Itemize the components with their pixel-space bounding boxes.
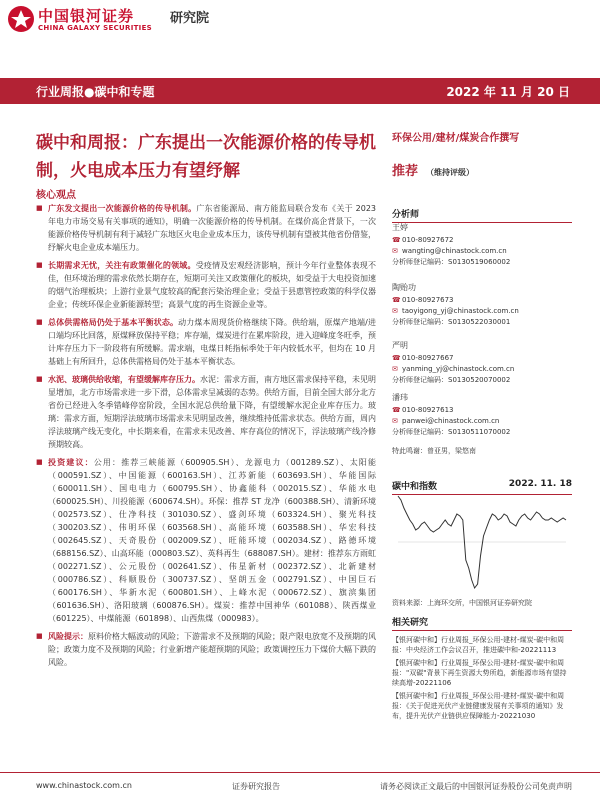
analyst-email[interactable]: taoyigong_yj@chinastock.com.cn: [402, 307, 519, 315]
logo-english-name: CHINA GALAXY SECURITIES: [38, 24, 152, 32]
email-icon: ✉: [392, 247, 398, 255]
carbon-index-chart: [392, 490, 572, 594]
core-view-label: 核心观点: [36, 190, 76, 201]
footer-disclaimer: 请务必阅读正文最后的中国银河证券股份公司免责声明: [380, 782, 572, 791]
chart-source: 资料来源：上海环交所，中国银河证券研究院: [392, 599, 532, 607]
analyst-phone: 010-80927613: [402, 406, 454, 414]
analyst-section-title: 分析师: [392, 207, 572, 223]
analyst-phone-row: [392, 235, 572, 246]
analyst-name: 王婷: [392, 223, 408, 232]
phone-icon: ☎: [392, 296, 401, 304]
bullet-item: [36, 630, 376, 669]
rating-note: （维持评级）: [426, 168, 475, 177]
bullet-highlight: 投资建议：: [48, 458, 94, 467]
footer-report-type: 证券研究报告: [232, 782, 280, 791]
analyst-cert: 分析师登记编码：S0130522030001: [392, 318, 511, 326]
rating-label: [392, 160, 572, 179]
analyst-email[interactable]: wangting@chinastock.com.cn: [402, 247, 507, 255]
sidebar-summary: [392, 129, 572, 179]
bullet-highlight: 广东发文提出一次能源价格的传导机制。: [48, 204, 197, 213]
bullet-text: 原料价格大幅波动的风险；下游需求不及预期的风险；限产限电放宽不及预期的风险；政策力度不及预期的风险；行业新增产能超预期的风险；政策调控压力下煤价大幅下跌的风险。: [48, 632, 376, 667]
related-item[interactable]: 【银河碳中和】行业周报_环保公用-建材-煤炭-碳中和周报：《关于促进光伏产业链健康发展有关事项的通知》发布，提升光伏产业链供应保障能力-20221030: [392, 692, 565, 720]
bullet-item: [36, 202, 376, 254]
analyst-name: 严明: [392, 341, 408, 350]
related-research: [392, 615, 572, 724]
analyst-name: 潘玮: [392, 393, 408, 402]
bullet-highlight: 风险提示：: [48, 632, 88, 641]
bullet-item: [36, 456, 376, 625]
institute-label: 研究院: [170, 11, 210, 26]
analyst-cert: 分析师登记编码：S0130511070002: [392, 428, 511, 436]
analyst-email-row: [392, 246, 572, 257]
analyst-phone-row: [392, 295, 572, 306]
analyst-email-row: [392, 416, 572, 427]
analyst-card: [392, 340, 572, 386]
analyst-phone: 010-80927673: [402, 296, 454, 304]
analyst-phone-row: [392, 405, 572, 416]
analyst-card: [392, 222, 572, 268]
analyst-phone: 010-80927672: [402, 236, 454, 244]
bullet-item: [36, 259, 376, 311]
chart-svg: [392, 490, 572, 594]
email-icon: ✉: [392, 365, 398, 373]
coverage-label: 环保公用/建材/煤炭合作撰写: [392, 133, 520, 144]
phone-icon: ☎: [392, 354, 401, 362]
analyst-phone: 010-80927667: [402, 354, 454, 362]
related-item[interactable]: 【银河碳中和】行业周报_环保公用-建材-煤炭-碳中和周报："双碳"背景下再生资源大势所趋，新能源市场有望持续高增-20221106: [392, 659, 567, 687]
page-footer: [0, 772, 600, 800]
report-title: 碳中和周报：广东提出一次能源价格的传导机制，火电成本压力有望纾解: [36, 133, 376, 181]
analyst-cert: 分析师登记编码：S0130520070002: [392, 376, 511, 384]
bullet-text: 动力煤本周现货价格继续下降。供给端，原煤产地端/进口端均环比回落，原煤释放保持平稳；库存端，煤炭进行在累库阶段，进入迎峰度冬旺季，预计库存压力下一阶段将有所缓解。需求端，电煤日耗指标季处于年内较低水平，但均在 10 月基础上有所回升，总体供需格局仍处于基本平衡状态。: [48, 318, 376, 366]
footer-url[interactable]: www.chinastock.com.cn: [36, 781, 132, 790]
special-thanks: 特此鸣谢：曾亚男，梁悠南: [392, 447, 476, 455]
analyst-cert: 分析师登记编码：S0130519060002: [392, 258, 511, 266]
bullet-text: 广东省能源局、南方能监局联合发布《关于 2023 年电力市场交易有关事项的通知》，明确一次能源价格的传导机制。在煤价高企背景下，一次能源价格传导机制有利于减轻广东地区火电企业成本压力，该传导机制有望被其他省份借鉴，纾解火电企业成本端压力。: [48, 204, 376, 252]
bullet-highlight: 水泥、玻璃供给收缩，有望缓解库存压力。: [48, 375, 200, 384]
bullet-item: [36, 316, 376, 368]
bullet-list: [36, 202, 376, 674]
analyst-name: 陶贻功: [392, 283, 416, 292]
analyst-email-row: [392, 364, 572, 375]
report-date: 2022 年 11 月 20 日: [446, 85, 570, 99]
analyst-email-row: [392, 306, 572, 317]
galaxy-logo-icon: [8, 6, 34, 32]
bullet-item: [36, 373, 376, 451]
bullet-highlight: 长期需求无忧，关注有政策催化的领域。: [48, 261, 196, 270]
report-header: [0, 0, 600, 40]
analyst-card: [392, 392, 572, 438]
bullet-highlight: 总体供需格局仍处于基本平衡状态。: [48, 318, 179, 327]
report-banner: [0, 78, 600, 104]
logo-chinese-name: 中国银河证券: [38, 7, 135, 25]
analyst-email[interactable]: yanming_yj@chinastock.com.cn: [402, 365, 515, 373]
related-title: 相关研究: [392, 615, 572, 631]
analyst-phone-row: [392, 353, 572, 364]
email-icon: ✉: [392, 307, 398, 315]
bullet-text: 受疫情及宏观经济影响，预计今年行业整体表现不佳，但环境治理的需求依然长期存在，短期可关注又政策催化的板块，如受益于大电投资加速的烟气治理板块；上游行业景气度较高的配套污染治理企业；受益于县惠管控政策的科学仪器企业；传统环保企业新能源转型；高景气度的再生资源企业等。: [48, 261, 377, 309]
chart-date: 2022. 11. 18: [508, 479, 572, 489]
email-icon: ✉: [392, 417, 398, 425]
rating-value: 推荐: [392, 164, 419, 179]
related-item[interactable]: 【银河碳中和】行业周报_环保公用-建材-煤炭-碳中和周报：中央经济工作会议召开，推进碳中和-20221113: [392, 636, 565, 654]
analyst-email[interactable]: panwei@chinastock.com.cn: [402, 417, 500, 425]
bullet-text: 公用：推荐三峡能源（600905.SH）、龙源电力（001289.SZ）、太阳能（000591.SZ）、中国能源（600163.SH）、江苏新能（603693.SH）、华能国际（600011.SH）、国电电力（600795.SH）、协鑫能科（002015.SZ）、华能水电（600025.SH）、川投能源（600674.SH）。环保：推荐 ST 龙净（600388.SH）、清新环境（002573.SZ）、仕净科技（301030.SZ）、盛剑环境（603324.SH）、聚光科技（300203.SZ）、伟明环保（603568.SH）、高能环境（603588.SH）、华宏科技（002645.SZ）、天奇股份（002009.SZ）、旺能环境（002034.SZ）、路德环境（688156.SZ）、山高环能（000803.SZ）、英科再生（688087.SH）。建材：推荐东方雨虹（002271.SZ）、公元股份（002641.SZ）、伟星新材（002372.SZ）、北新建材（000786.SZ）、科顺股份（300737.SZ）、坚朗五金（002791.SZ）、中国巨石（600176.SH）、华新水泥（600801.SH）、上峰水泥（000672.SZ）、旗滨集团（601636.SH）、洛阳玻璃（600876.SH）。煤炭：推荐中国神华（601088）、陕西煤业（601225）、中煤能源（601898）、山西焦煤（000983）。: [48, 458, 376, 623]
chart-title: 碳中和指数: [392, 482, 438, 492]
phone-icon: ☎: [392, 236, 401, 244]
phone-icon: ☎: [392, 406, 401, 414]
analyst-card: [392, 282, 572, 328]
bullet-text: 水泥：需求方面，南方地区需求保持平稳，未见明显增加，北方市场需求进一步下滑，总体需求呈减弱的态势。供给方面，目前全国大部分北方省份已经进入冬季错峰停窑阶段，全国水泥总供给量下降，有望缓解水泥企业库存压力。玻璃：需求方面，短期浮法玻璃市场需求未见明显改善，继续维持低需求状态。供给方面，周内浮法玻璃产线无变化，中长期来看，在需求未见改善、库存高位的情况下，浮法玻璃产线冷修预期较高。: [48, 375, 376, 449]
report-type: 行业周报●碳中和专题: [36, 85, 155, 99]
